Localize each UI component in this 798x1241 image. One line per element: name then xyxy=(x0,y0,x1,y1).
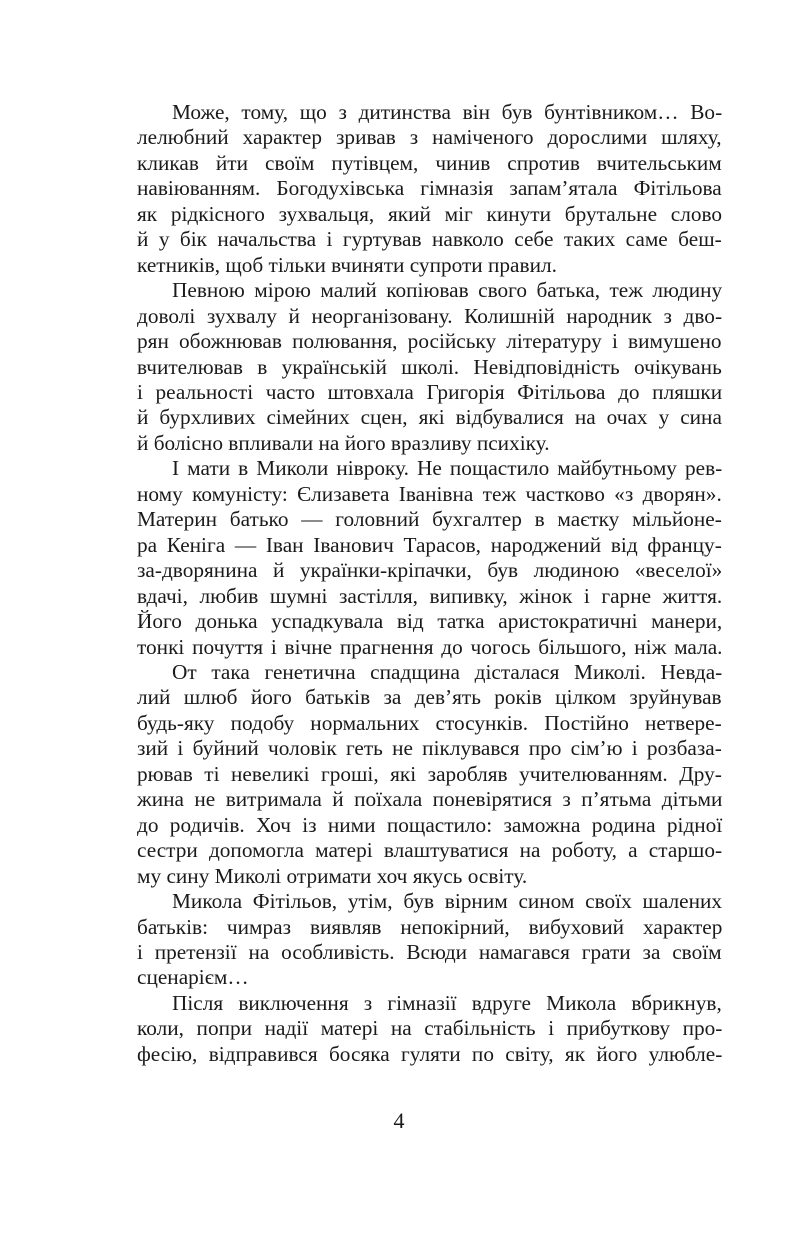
text-line: рював ті невеликі гроші, які заробляв учителюванням. Дру- xyxy=(137,761,722,786)
text-line: і реальності часто штовхала Григорія Фітільова до пляшки xyxy=(137,379,723,404)
text-line: й болісно впливали на його вразливу психіку. xyxy=(137,430,550,455)
text-line: Материн батько — головний бухгалтер в маєтку мільйоне- xyxy=(137,507,722,532)
text-line: му сину Миколі отримати хоч якусь освіту. xyxy=(137,863,528,888)
text-line: як рідкісного зухвальця, який міг кинути брутальне слово xyxy=(137,201,723,226)
text-line: Може, тому, що з дитинства він був бунтівником… Во- xyxy=(172,100,723,124)
text-line: й у бік начальства і гуртував навколо себе таких саме беш- xyxy=(137,227,722,252)
text-line: вчителював в українській школі. Невідповідність очікувань xyxy=(137,354,722,379)
text-line: вдачі, любив шумні застілля, випивку, жінок і гарне життя. xyxy=(137,583,723,608)
text-line: І мати в Миколи нівроку. Не пощастило майбутньому рев- xyxy=(172,456,723,481)
page-number: 4 xyxy=(393,1108,405,1133)
paragraph-3 xyxy=(137,456,722,660)
text-line: сестри допомогла матері влаштуватися на роботу, а старшо- xyxy=(137,838,723,863)
paragraph-2 xyxy=(137,278,722,456)
text-line: і претензії на особливість. Всюди намагався грати за своїм xyxy=(137,939,722,964)
text-line: лелюбний характер зривав з наміченого дорослими шляху, xyxy=(137,125,722,150)
text-line: будь-яку подобу нормальних стосунків. Постійно нетвере- xyxy=(137,710,722,735)
paragraph-6 xyxy=(137,991,722,1067)
text-line: батьків: чимраз виявляв непокірний, вибуховий характер xyxy=(137,914,723,939)
text-line: Певною мірою малий копіював свого батька, теж людину xyxy=(172,278,723,303)
paragraph-4 xyxy=(137,660,722,889)
text-line: сценарієм… xyxy=(137,965,249,990)
text-line: рян обожнював полювання, російську літературу і вимушено xyxy=(137,329,722,354)
text-line: жина не витримала й поїхала поневірятися з п’ятьма дітьми xyxy=(137,787,723,812)
text-line: Микола Фітільов, утім, був вірним сином своїх шалених xyxy=(172,889,723,914)
text-line: фесію, відправився босяка гуляти по світу, як його улюбле- xyxy=(137,1041,723,1066)
paragraph-5 xyxy=(137,889,722,991)
text-line: ному комуністу: Єлизавета Іванівна теж частково «з дворян». xyxy=(137,481,722,506)
text-line: й бурхливих сімейних сцен, які відбувалися на очах у сина xyxy=(137,405,722,430)
body-text xyxy=(137,100,722,1067)
text-line: навіюванням. Богодухівська гімназія запам’ятала Фітільова xyxy=(137,176,722,201)
text-line: тонкі почуття і вічне прагнення до чогось більшого, ніж мала. xyxy=(137,634,723,659)
text-line: до родичів. Хоч із ними пощастило: заможна родина рідної xyxy=(137,812,723,837)
text-line: ра Кеніга — Іван Іванович Тарасов, народжений від францу- xyxy=(137,532,722,557)
text-line: Після виключення з гімназії вдруге Микола вбрикнув, xyxy=(172,990,722,1015)
text-line: кетників, щоб тільки вчиняти супроти правил. xyxy=(137,252,557,277)
text-line: лий шлюб його батьків за дев’ять років цілком зруйнував xyxy=(137,685,722,710)
text-line: за-дворянина й українки-кріпачки, був людиною «веселої» xyxy=(137,558,723,583)
paragraph-1 xyxy=(137,100,722,278)
text-line: доволі зухвалу й неорганізовану. Колишній народник з дво- xyxy=(137,303,723,328)
text-line: От така генетична спадщина дісталася Миколі. Невда- xyxy=(172,659,723,684)
text-line: Його донька успадкувала від татка аристократичні манери, xyxy=(137,609,723,634)
text-line: коли, попри надії матері на стабільність і прибуткову про- xyxy=(137,1016,723,1041)
text-line: зий і буйний чоловік геть не піклувався про сім’ю і розбаза- xyxy=(137,736,722,761)
text-line: кликав йти своїм путівцем, чинив спротив вчительським xyxy=(137,150,722,175)
